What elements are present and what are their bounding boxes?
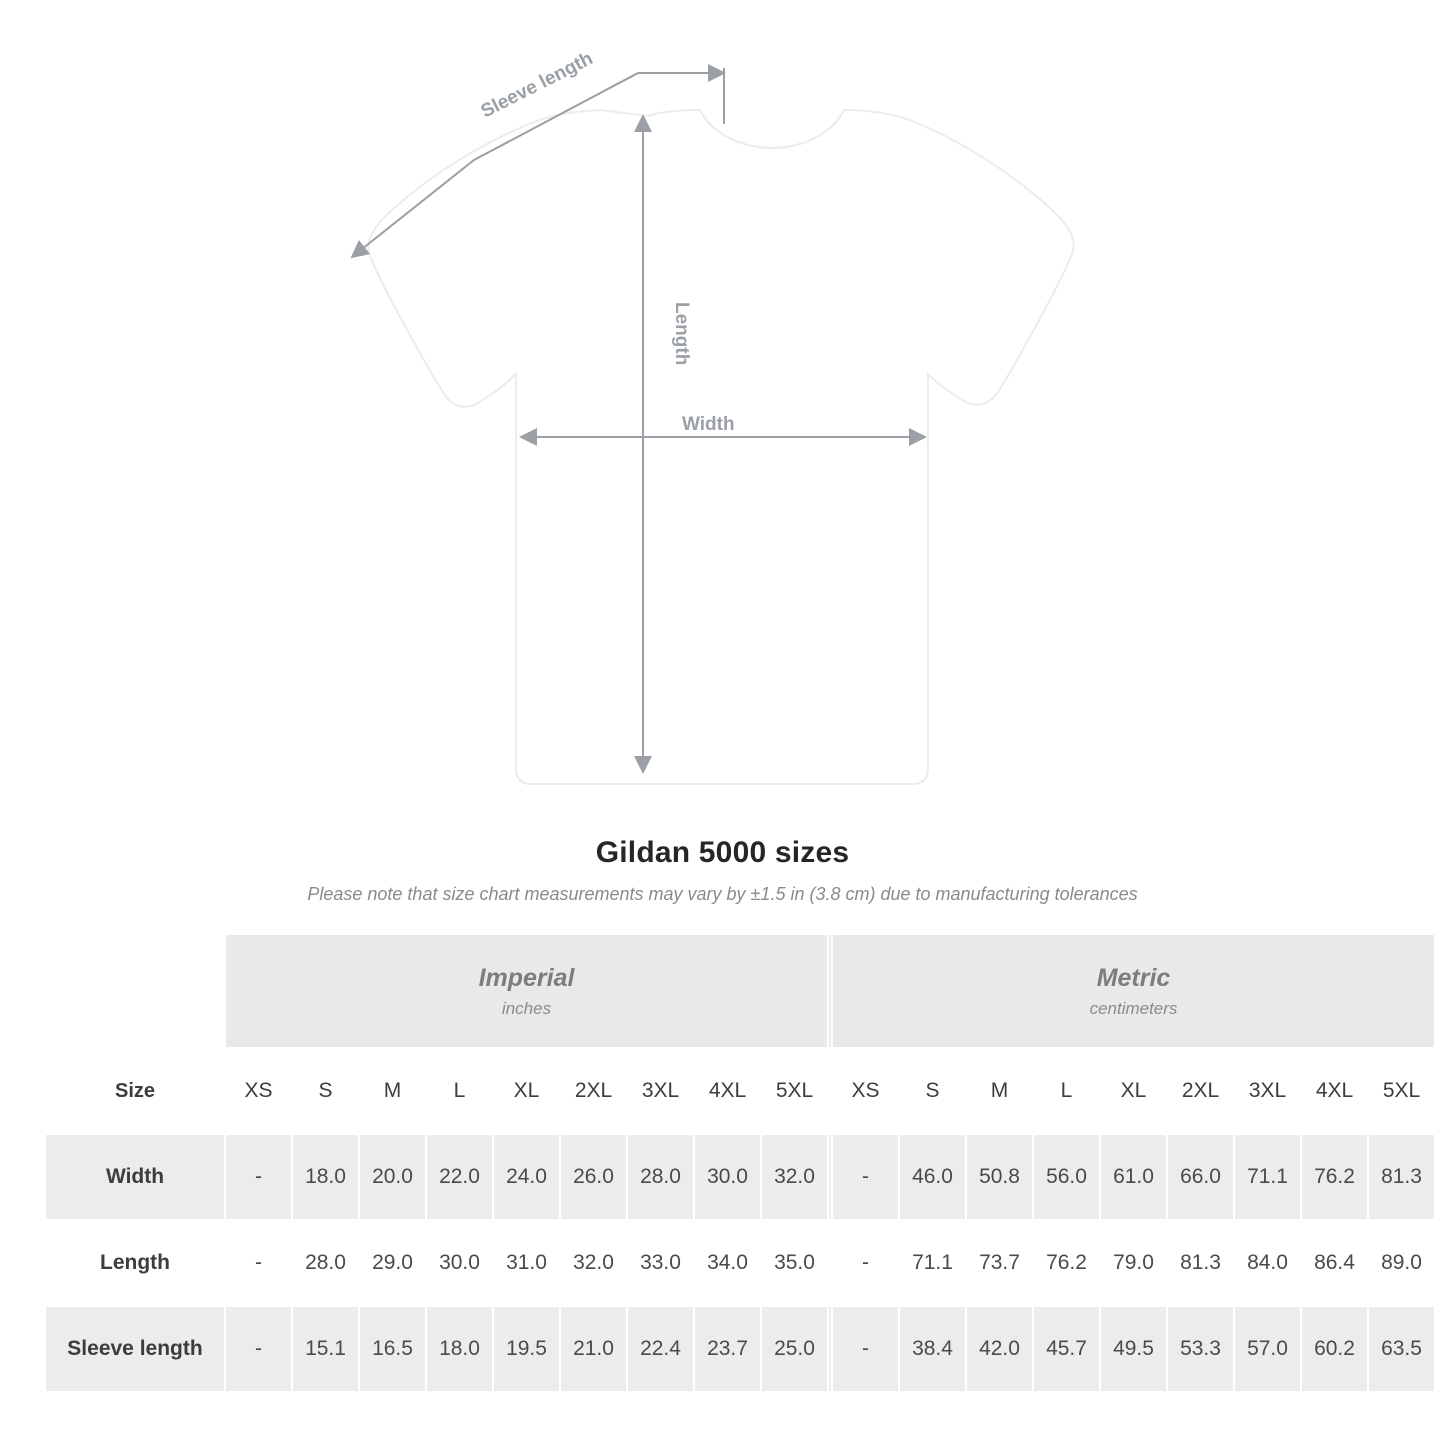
cell-length-xs-in: - — [225, 1220, 292, 1306]
cell-sleeve-3xl-in: 22.4 — [627, 1306, 694, 1392]
size-header-3xl-metric: 3XL — [1234, 1048, 1301, 1134]
size-header-2xl-imperial: 2XL — [560, 1048, 627, 1134]
unit-header-spacer — [45, 934, 225, 1048]
table-row — [45, 1134, 1435, 1220]
row-label-width: Width — [45, 1134, 225, 1220]
size-header-5xl-imperial: 5XL — [761, 1048, 828, 1134]
cell-length-xs-cm: - — [832, 1220, 899, 1306]
cell-sleeve-xl-in: 19.5 — [493, 1306, 560, 1392]
title-block — [0, 836, 1445, 905]
cell-sleeve-5xl-cm: 63.5 — [1368, 1306, 1435, 1392]
cell-sleeve-xs-cm: - — [832, 1306, 899, 1392]
unit-group-imperial — [225, 934, 828, 1048]
cell-sleeve-m-in: 16.5 — [359, 1306, 426, 1392]
width-label: Width — [682, 414, 735, 435]
cell-width-xl-cm: 61.0 — [1100, 1134, 1167, 1220]
table-row — [45, 1306, 1435, 1392]
cell-width-xs-cm: - — [832, 1134, 899, 1220]
size-header-xs-metric: XS — [832, 1048, 899, 1134]
size-header-s-imperial: S — [292, 1048, 359, 1134]
cell-sleeve-4xl-cm: 60.2 — [1301, 1306, 1368, 1392]
cell-length-m-cm: 73.7 — [966, 1220, 1033, 1306]
size-header-m-imperial: M — [359, 1048, 426, 1134]
size-header-m-metric: M — [966, 1048, 1033, 1134]
cell-width-2xl-cm: 66.0 — [1167, 1134, 1234, 1220]
cell-length-s-in: 28.0 — [292, 1220, 359, 1306]
unit-header-row — [45, 934, 1435, 1048]
cell-length-s-cm: 71.1 — [899, 1220, 966, 1306]
imperial-label: Imperial — [478, 963, 575, 992]
row-label-length: Length — [45, 1220, 225, 1306]
size-header-4xl-metric: 4XL — [1301, 1048, 1368, 1134]
size-header-2xl-metric: 2XL — [1167, 1048, 1234, 1134]
cell-sleeve-l-cm: 45.7 — [1033, 1306, 1100, 1392]
cell-sleeve-m-cm: 42.0 — [966, 1306, 1033, 1392]
cell-length-3xl-cm: 84.0 — [1234, 1220, 1301, 1306]
size-header-l-metric: L — [1033, 1048, 1100, 1134]
cell-sleeve-3xl-cm: 57.0 — [1234, 1306, 1301, 1392]
cell-length-l-cm: 76.2 — [1033, 1220, 1100, 1306]
cell-width-3xl-cm: 71.1 — [1234, 1134, 1301, 1220]
size-table — [44, 933, 1436, 1393]
imperial-sub: inches — [501, 998, 552, 1018]
cell-length-l-in: 30.0 — [426, 1220, 493, 1306]
cell-width-xs-in: - — [225, 1134, 292, 1220]
cell-length-4xl-cm: 86.4 — [1301, 1220, 1368, 1306]
size-header-3xl-imperial: 3XL — [627, 1048, 694, 1134]
cell-width-2xl-in: 26.0 — [560, 1134, 627, 1220]
cell-sleeve-xs-in: - — [225, 1306, 292, 1392]
size-header-xl-imperial: XL — [493, 1048, 560, 1134]
tshirt-shape — [368, 110, 1073, 784]
cell-sleeve-5xl-in: 25.0 — [761, 1306, 828, 1392]
cell-length-4xl-in: 34.0 — [694, 1220, 761, 1306]
size-header-4xl-imperial: 4XL — [694, 1048, 761, 1134]
size-header-row — [45, 1048, 1435, 1134]
cell-width-m-in: 20.0 — [359, 1134, 426, 1220]
row-label-sleeve-length: Sleeve length — [45, 1306, 225, 1392]
cell-width-5xl-cm: 81.3 — [1368, 1134, 1435, 1220]
cell-length-2xl-cm: 81.3 — [1167, 1220, 1234, 1306]
metric-sub: centimeters — [1089, 998, 1178, 1018]
size-header-xs-imperial: XS — [225, 1048, 292, 1134]
size-header-xl-metric: XL — [1100, 1048, 1167, 1134]
cell-length-xl-cm: 79.0 — [1100, 1220, 1167, 1306]
cell-sleeve-2xl-in: 21.0 — [560, 1306, 627, 1392]
size-header-s-metric: S — [899, 1048, 966, 1134]
cell-length-xl-in: 31.0 — [493, 1220, 560, 1306]
cell-width-5xl-in: 32.0 — [761, 1134, 828, 1220]
tolerance-note: Please note that size chart measurements may vary by ±1.5 in (3.8 cm) due to manufacturing tolerances — [307, 884, 1138, 904]
column-header-size: Size — [45, 1048, 225, 1134]
table-row — [45, 1220, 1435, 1306]
cell-sleeve-2xl-cm: 53.3 — [1167, 1306, 1234, 1392]
unit-group-metric — [832, 934, 1435, 1048]
cell-width-s-cm: 46.0 — [899, 1134, 966, 1220]
cell-length-5xl-in: 35.0 — [761, 1220, 828, 1306]
cell-length-5xl-cm: 89.0 — [1368, 1220, 1435, 1306]
page-title: Gildan 5000 sizes — [595, 836, 850, 869]
cell-width-m-cm: 50.8 — [966, 1134, 1033, 1220]
cell-width-4xl-cm: 76.2 — [1301, 1134, 1368, 1220]
cell-length-3xl-in: 33.0 — [627, 1220, 694, 1306]
cell-length-2xl-in: 32.0 — [560, 1220, 627, 1306]
cell-sleeve-l-in: 18.0 — [426, 1306, 493, 1392]
size-header-5xl-metric: 5XL — [1368, 1048, 1435, 1134]
cell-sleeve-s-in: 15.1 — [292, 1306, 359, 1392]
size-header-l-imperial: L — [426, 1048, 493, 1134]
cell-width-s-in: 18.0 — [292, 1134, 359, 1220]
length-label: Length — [671, 302, 692, 366]
cell-width-l-cm: 56.0 — [1033, 1134, 1100, 1220]
cell-length-m-in: 29.0 — [359, 1220, 426, 1306]
cell-width-l-in: 22.0 — [426, 1134, 493, 1220]
size-table-wrap — [44, 933, 1422, 1393]
cell-sleeve-s-cm: 38.4 — [899, 1306, 966, 1392]
cell-sleeve-xl-cm: 49.5 — [1100, 1306, 1167, 1392]
cell-width-xl-in: 24.0 — [493, 1134, 560, 1220]
cell-width-4xl-in: 30.0 — [694, 1134, 761, 1220]
cell-width-3xl-in: 28.0 — [627, 1134, 694, 1220]
metric-label: Metric — [1096, 963, 1171, 992]
cell-sleeve-4xl-in: 23.7 — [694, 1306, 761, 1392]
sleeve-length-label: Sleeve length — [477, 48, 597, 123]
